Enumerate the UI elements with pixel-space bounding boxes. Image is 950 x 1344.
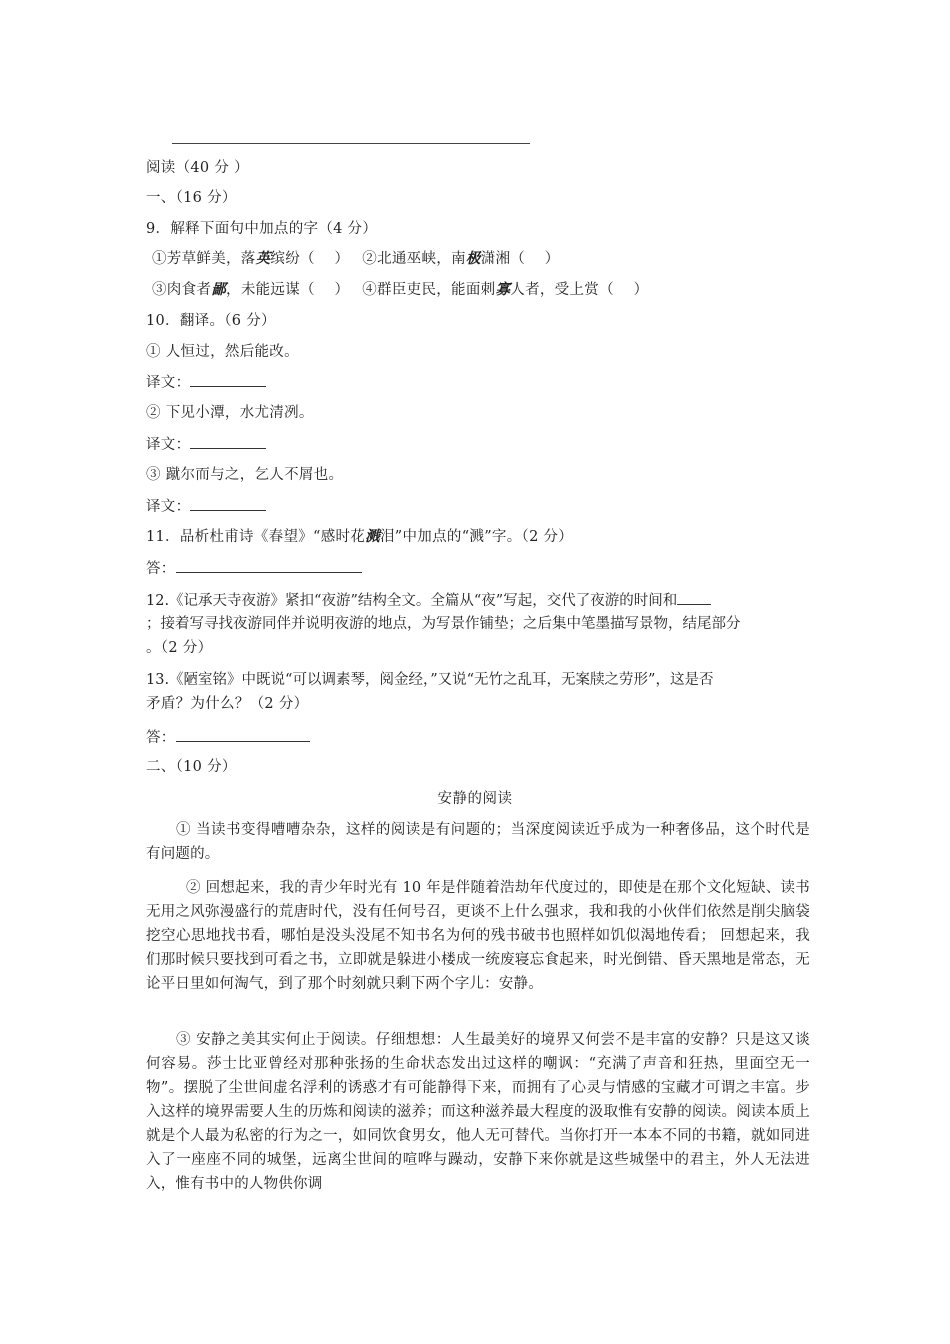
q9-line-2 bbox=[152, 280, 648, 300]
q9-title: 9．解释下面句中加点的字（4 分） bbox=[146, 221, 378, 237]
article-paragraph-1: ① 当读书变得嘈嘈杂杂，这样的阅读是有问题的；当深度阅读近乎成为一种奢侈品，这个时代是有问题的。 bbox=[146, 822, 810, 862]
q12-line-1: 12.《记承天寺夜游》紧扣“夜游”结构全文。全篇从“夜”写起，交代了夜游的时间和 bbox=[146, 590, 711, 611]
q9-item-2: ②北通巫峡，南极潇湘（ ） bbox=[362, 250, 560, 267]
q11-answer: 答： bbox=[146, 558, 362, 579]
q10-answer-1: 译文： bbox=[146, 372, 266, 393]
q10-item-1: ① 人恒过，然后能改。 bbox=[146, 344, 299, 360]
q10-item-2: ② 下见小潭，水尤清冽。 bbox=[146, 405, 314, 421]
q12-line-3: 。（2 分） bbox=[146, 640, 213, 656]
answer-blank[interactable] bbox=[190, 496, 266, 511]
answer-blank[interactable] bbox=[176, 558, 362, 573]
answer-blank[interactable] bbox=[176, 727, 310, 742]
q12-line-2: ；接着写寻找夜游同伴并说明夜游的地点，为写景作铺垫；之后集中笔墨描写景物，结尾部分 bbox=[146, 616, 741, 632]
answer-blank[interactable] bbox=[190, 372, 266, 387]
part-one-heading: 一、（16 分） bbox=[146, 190, 237, 206]
q9-item-4: ④群臣吏民，能面刺寡人者，受上赏（ ） bbox=[362, 281, 649, 298]
q10-answer-2: 译文： bbox=[146, 434, 266, 455]
article-paragraph-3: ③ 安静之美其实何止于阅读。仔细想想：人生最美好的境界又何尝不是丰富的安静？只是这又谈何容易。莎士比亚曾经对那种张扬的生命状态发出过这样的嘲讽：“充满了声音和狂热，里面空无一物”。摆脱了尘世间虚名浮利的诱惑才有可能静得下来，而拥有了心灵与情感的宝藏才可谓之丰富。步入这样的境界需要人生的历炼和阅读的滋养；而这种滋养最大程度的汲取惟有安静的阅读。阅读本质上就是个人最为私密的行为之一，如同饮食男女，他人无可替代。当你打开一本本不同的书籍，就如同进入了一座座不同的城堡，远离尘世间的喧哗与躁动，安静下来你就是这些城堡中的君主，外人无法进入，惟有书中的人物供你调 bbox=[146, 1032, 810, 1192]
q9-line-1 bbox=[152, 249, 560, 269]
answer-blank[interactable] bbox=[677, 590, 711, 605]
part-two-heading: 二、（10 分） bbox=[146, 759, 237, 775]
q11-title: 11．品析杜甫诗《春望》“感时花溅泪”中加点的“溅”字。（2 分） bbox=[146, 528, 574, 545]
q10-item-3: ③ 蹴尔而与之，乞人不屑也。 bbox=[146, 467, 344, 483]
q10-title: 10．翻译。（6 分） bbox=[146, 313, 276, 329]
dotted-char: 寡 bbox=[495, 281, 511, 298]
answer-line-top bbox=[172, 143, 530, 144]
q13-answer: 答： bbox=[146, 727, 310, 748]
article-paragraph-2: ② 回想起来，我的青少年时光有 10 年是伴随着浩劫年代度过的，即使是在那个文化短缺、读书无用之风弥漫盛行的荒唐时代，没有任何号召，更谈不上什么强求，我和我的小伙伴们依然是削尖脑袋挖空心思地找书看，哪怕是没头没尾不知书名为何的残书破书也照样如饥似渴地传看； 回想起来，我们那时候只要找到可看之书，立即就是躲进小楼成一统废寝忘食起来，时光倒错、昏天黑地是常态，无论平日里如何淘气，到了那个时刻就只剩下两个字儿：安静。 bbox=[146, 880, 810, 992]
section-reading-heading: 阅读（40 分 ） bbox=[146, 160, 249, 176]
dotted-char: 鄙 bbox=[211, 281, 227, 298]
q9-item-1: ①芳草鲜美，落英缤纷（ ） bbox=[152, 250, 350, 267]
dotted-char: 极 bbox=[465, 250, 481, 267]
q13-line-2: 矛盾？为什么？（2 分） bbox=[146, 696, 309, 712]
dotted-char: 英 bbox=[255, 250, 271, 267]
dotted-char: 溅 bbox=[365, 528, 380, 545]
q13-line-1: 13.《陋室铭》中既说“可以调素琴，阅金经，”又说“无竹之乱耳，无案牍之劳形”，这是否 bbox=[146, 672, 714, 688]
q9-item-3: ③肉食者鄙，未能远谋（ ） bbox=[152, 281, 350, 298]
q10-answer-3: 译文： bbox=[146, 496, 266, 517]
answer-blank[interactable] bbox=[190, 434, 266, 449]
article-title: 安静的阅读 bbox=[437, 791, 513, 807]
